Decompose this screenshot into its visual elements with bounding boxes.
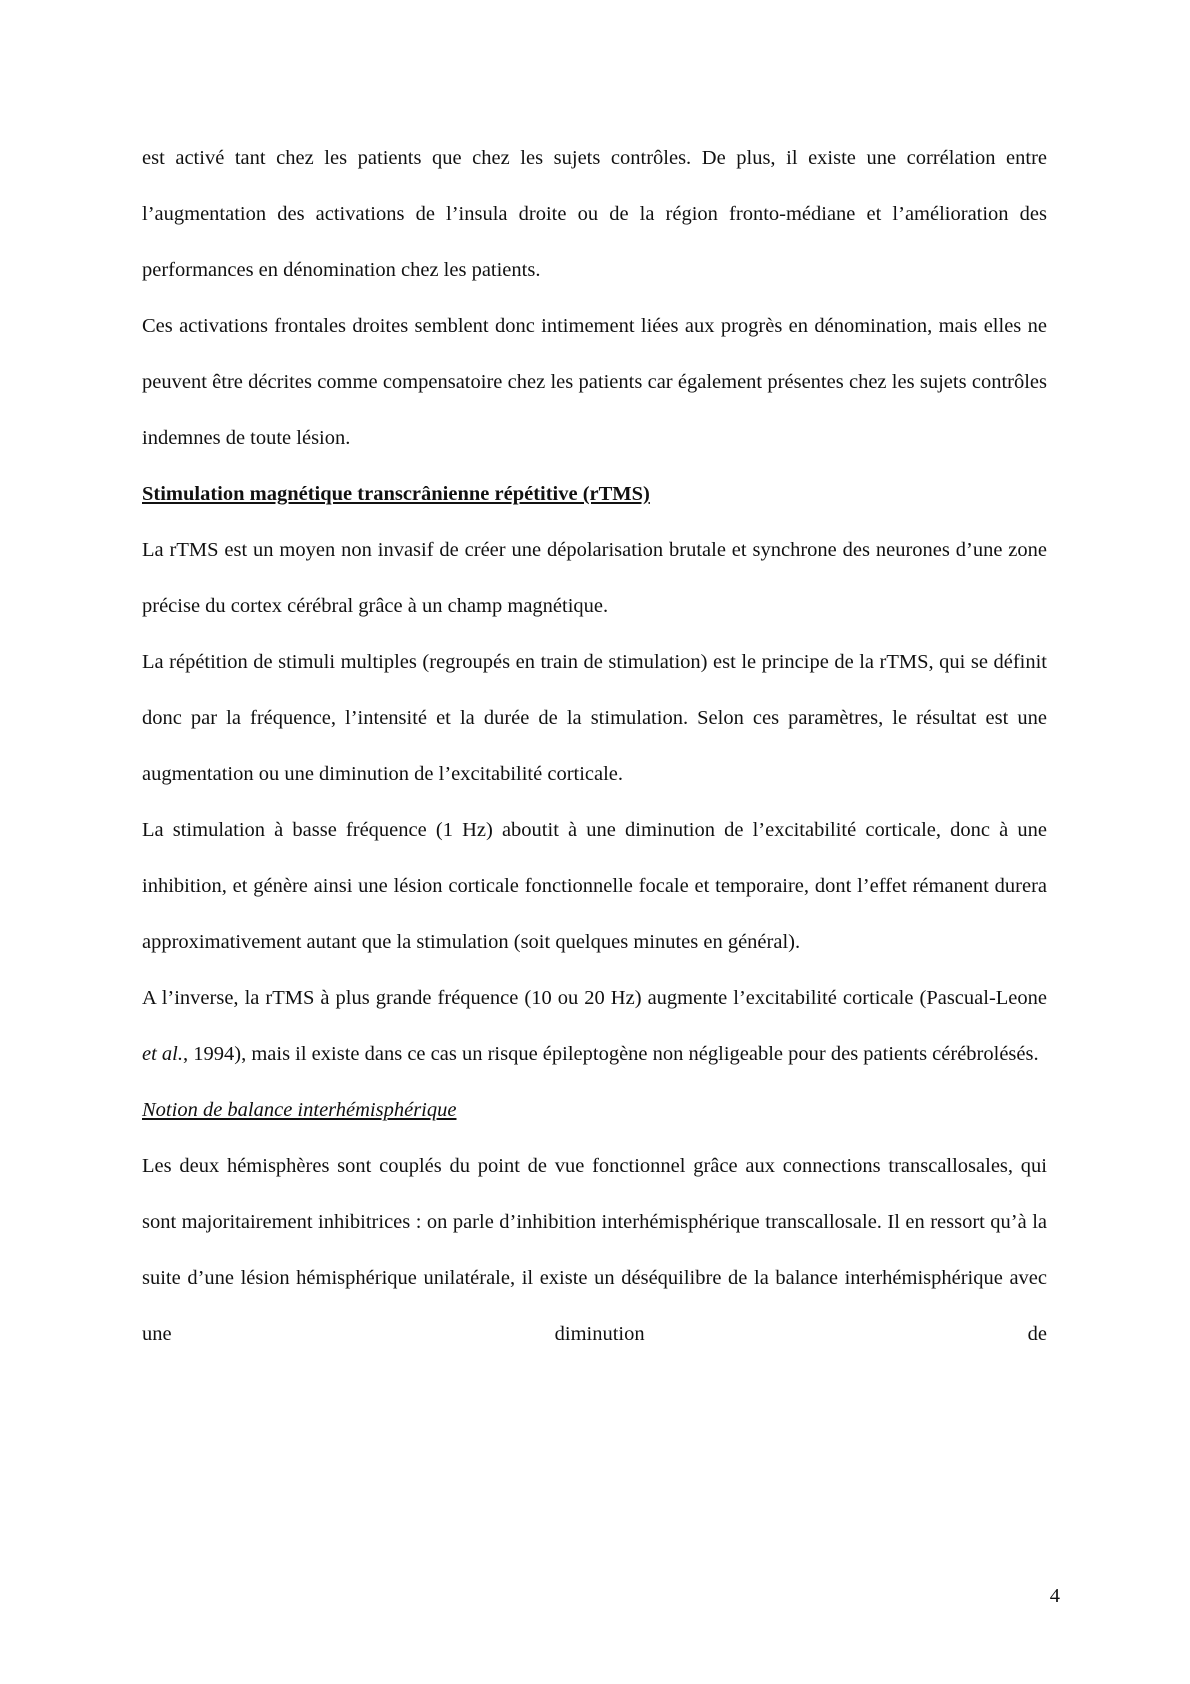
paragraph-frontal-activations: Ces activations frontales droites semblent donc intimement liées aux progrès en dénomination, mais elles ne peuvent être décrites comme compensatoire chez les patients car également présentes chez les sujets contrôles indemnes de toute lésion. (142, 315, 1047, 449)
high-frequency-text-end: , 1994), mais il existe dans ce cas un risque épileptogène non négligeable pour des patients cérébrolésés. (183, 1043, 1039, 1065)
paragraph-interhemispheric-balance: Les deux hémisphères sont couplés du point de vue fonctionnel grâce aux connections transcallosales, qui sont majoritairement inhibitrices : on parle d’inhibition interhémisphérique transcallosale. Il en ressort qu’à la suite d’une lésion hémisphérique unilatérale, il existe un déséquilibre de la balance interhémisphérique avec une diminution de (142, 1155, 1047, 1345)
paragraph-low-frequency: La stimulation à basse fréquence (1 Hz) aboutit à une diminution de l’excitabilité corticale, donc à une inhibition, et génère ainsi une lésion corticale fonctionnelle focale et temporaire, dont l’effet rémanent durera approximativement autant que la stimulation (soit quelques minutes en général). (142, 819, 1047, 953)
paragraph-rtms-definition: La rTMS est un moyen non invasif de créer une dépolarisation brutale et synchrone des neurones d’une zone précise du cortex cérébral grâce à un champ magnétique. (142, 539, 1047, 617)
section-heading-rtms: Stimulation magnétique transcrânienne répétitive (rTMS) (142, 483, 650, 505)
paragraph-high-frequency (142, 970, 1047, 1082)
paragraph-rtms-principle: La répétition de stimuli multiples (regroupés en train de stimulation) est le principe de la rTMS, qui se définit donc par la fréquence, l’intensité et la durée de la stimulation. Selon ces paramètres, le résultat est une augmentation ou une diminution de l’excitabilité corticale. (142, 651, 1047, 785)
page-number: 4 (1049, 1585, 1060, 1607)
high-frequency-text: A l’inverse, la rTMS à plus grande fréquence (10 ou 20 Hz) augmente l’excitabilité corticale (Pascual-Leone (142, 987, 1047, 1009)
citation-et-al: et al. (142, 1043, 183, 1065)
document-body (142, 130, 1047, 1362)
subsection-heading-balance: Notion de balance interhémisphérique (142, 1099, 457, 1121)
paragraph-insula-correlation: est activé tant chez les patients que chez les sujets contrôles. De plus, il existe une corrélation entre l’augmentation des activations de l’insula droite ou de la région fronto-médiane et l’amélioration des performances en dénomination chez les patients. (142, 147, 1047, 281)
